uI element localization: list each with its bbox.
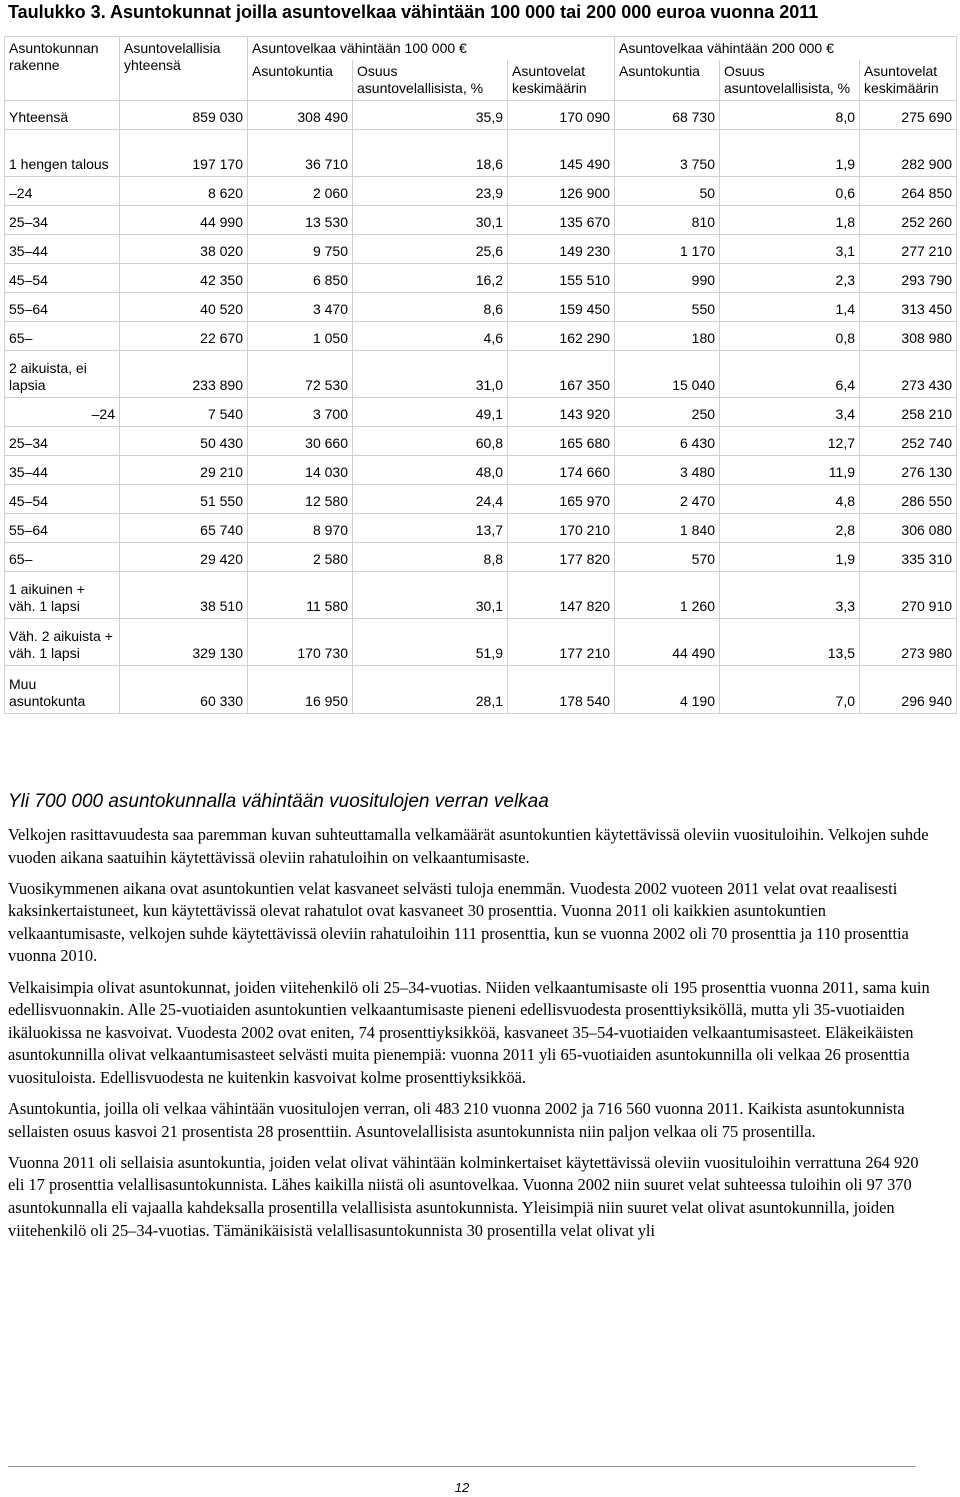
- share-100k-cell: 60,8: [353, 427, 508, 456]
- avg-debt-200k-cell: 296 940: [860, 666, 957, 714]
- share-100k-cell: 24,4: [353, 485, 508, 514]
- table-row: [5, 264, 957, 293]
- households-200k-cell: 2 470: [615, 485, 720, 514]
- avg-debt-200k-cell: 282 900: [860, 130, 957, 177]
- share-200k-cell: 1,9: [720, 543, 860, 572]
- households-200k-cell: 68 730: [615, 101, 720, 130]
- households-100k-cell: 2 060: [248, 177, 353, 206]
- households-100k-cell: 8 970: [248, 514, 353, 543]
- share-100k-cell: 23,9: [353, 177, 508, 206]
- households-100k-cell: 30 660: [248, 427, 353, 456]
- share-200k-cell: 3,1: [720, 235, 860, 264]
- row-label-cell: Muu asuntokunta: [5, 666, 120, 714]
- debtors-total-cell: 65 740: [120, 514, 248, 543]
- debtors-total-cell: 40 520: [120, 293, 248, 322]
- paragraph: Vuonna 2011 oli sellaisia asuntokuntia, joiden velat olivat vähintään kolminkertaiset käytettävissä oleviin vuosituloihin verrattuna 264 920 eli 17 prosenttia velallisasuntokunnista. Lähes kaikilla niistä oli asuntovelkaa. Vuonna 2002 niin suuret velat suhteessa tuloihin oli 97 370 asuntokunnalla eli vajaalla kahdeksalla prosentilla velallisista asuntokunnista. Yleisimpiä niin suuret velat olivat asuntokunnilla, joiden viitehenkilö oli 25–34-vuotias. Tämänikäisistä velallisasuntokunnista 30 prosentilla velat olivat yli: [8, 1152, 919, 1240]
- households-100k-cell: 170 730: [248, 619, 353, 666]
- households-200k-cell: 250: [615, 398, 720, 427]
- households-200k-cell: 990: [615, 264, 720, 293]
- debtors-total-cell: 51 550: [120, 485, 248, 514]
- row-label-cell: 2 aikuista, ei lapsia: [5, 351, 120, 398]
- row-label-cell: 35–44: [5, 456, 120, 485]
- share-100k-cell: 16,2: [353, 264, 508, 293]
- avg-debt-100k-cell: 143 920: [508, 398, 615, 427]
- row-label-cell: 1 aikuinen + väh. 1 lapsi: [5, 572, 120, 619]
- row-label-cell: Yhteensä: [5, 101, 120, 130]
- row-label-cell: –24: [5, 177, 120, 206]
- share-200k-cell: 1,8: [720, 206, 860, 235]
- debtors-total-cell: 38 020: [120, 235, 248, 264]
- paragraph: Velkaisimpia olivat asuntokunnat, joiden viitehenkilö oli 25–34-vuotias. Niiden velkaantumisaste oli 195 prosenttia vuonna 2011, sama kuin edellisvuonnakin. Alle 25-vuotiaiden asuntokuntien velkaantumisaste pieneni edellisvuodesta prosenttiyksiköllä, mutta yli 35-vuotiaiden ikäluokissa ne kasvoivat. Vuodesta 2002 ovat eniten, 74 prosenttiyksikköä, kasvaneet 35–54-vuotiaiden velkaantumisasteet. Eläkeikäisten asuntokunnilla olivat velkaantumisasteet selvästi muita pienempiä: vuonna 2011 yli 65-vuotiaiden asuntokunnilla oli velkaa 26 prosenttia vuosituloista. Edellisvuodesta ne kuitenkin kasvoivat kolme prosenttiyksikköä.: [8, 977, 930, 1087]
- header-share-100k: Osuus asuntovelallisista, %: [353, 60, 508, 101]
- share-200k-cell: 0,8: [720, 322, 860, 351]
- row-label-cell: –24: [5, 398, 120, 427]
- page-number: 12: [454, 1480, 470, 1495]
- table-row: [5, 293, 957, 322]
- header-row-groups: [5, 37, 957, 61]
- share-100k-cell: 18,6: [353, 130, 508, 177]
- section-heading: Yli 700 000 asuntokunnalla vähintään vuositulojen verran velkaa: [8, 791, 549, 812]
- avg-debt-100k-cell: 170 090: [508, 101, 615, 130]
- debtors-total-cell: 29 210: [120, 456, 248, 485]
- row-label-cell: 45–54: [5, 485, 120, 514]
- avg-debt-200k-cell: 275 690: [860, 101, 957, 130]
- households-200k-cell: 15 040: [615, 351, 720, 398]
- footer-divider: [8, 1466, 916, 1467]
- row-label-cell: 25–34: [5, 206, 120, 235]
- share-200k-cell: 11,9: [720, 456, 860, 485]
- header-debtors-total: Asuntovelallisia yhteensä: [120, 37, 248, 101]
- avg-debt-200k-cell: 308 980: [860, 322, 957, 351]
- share-200k-cell: 1,4: [720, 293, 860, 322]
- avg-debt-200k-cell: 313 450: [860, 293, 957, 322]
- table-row: [5, 398, 957, 427]
- households-200k-cell: 180: [615, 322, 720, 351]
- debtors-total-cell: 8 620: [120, 177, 248, 206]
- households-200k-cell: 1 170: [615, 235, 720, 264]
- avg-debt-100k-cell: 147 820: [508, 572, 615, 619]
- households-100k-cell: 3 470: [248, 293, 353, 322]
- paragraph: Velkojen rasittavuudesta saa paremman kuvan suhteuttamalla velkamäärät asuntokuntien käytettävissä oleviin vuosituloihin. Velkojen suhde vuoden aikana saatuihin käytettävissä oleviin rahatuloihin on velkaantumisaste.: [8, 825, 929, 867]
- header-structure: Asuntokunnan rakenne: [5, 37, 120, 101]
- households-100k-cell: 11 580: [248, 572, 353, 619]
- header-group-200k: Asuntovelkaa vähintään 200 000 €: [615, 37, 957, 61]
- share-100k-cell: 8,6: [353, 293, 508, 322]
- avg-debt-200k-cell: 293 790: [860, 264, 957, 293]
- table-row: [5, 427, 957, 456]
- header-group-100k: Asuntovelkaa vähintään 100 000 €: [248, 37, 615, 61]
- debtors-total-cell: 7 540: [120, 398, 248, 427]
- avg-debt-100k-cell: 155 510: [508, 264, 615, 293]
- share-100k-cell: 49,1: [353, 398, 508, 427]
- share-200k-cell: 7,0: [720, 666, 860, 714]
- table-row: [5, 572, 957, 619]
- share-200k-cell: 3,3: [720, 572, 860, 619]
- share-100k-cell: 30,1: [353, 206, 508, 235]
- table-row: [5, 485, 957, 514]
- table-row: [5, 235, 957, 264]
- households-100k-cell: 14 030: [248, 456, 353, 485]
- share-200k-cell: 2,8: [720, 514, 860, 543]
- share-100k-cell: 48,0: [353, 456, 508, 485]
- households-200k-cell: 3 480: [615, 456, 720, 485]
- share-200k-cell: 2,3: [720, 264, 860, 293]
- debtors-total-cell: 38 510: [120, 572, 248, 619]
- avg-debt-100k-cell: 167 350: [508, 351, 615, 398]
- avg-debt-200k-cell: 286 550: [860, 485, 957, 514]
- row-label-cell: Väh. 2 aikuista + väh. 1 lapsi: [5, 619, 120, 666]
- table-row: [5, 456, 957, 485]
- avg-debt-100k-cell: 159 450: [508, 293, 615, 322]
- row-label-cell: 55–64: [5, 514, 120, 543]
- avg-debt-100k-cell: 165 680: [508, 427, 615, 456]
- table-row: [5, 177, 957, 206]
- households-100k-cell: 3 700: [248, 398, 353, 427]
- households-100k-cell: 1 050: [248, 322, 353, 351]
- table-row: [5, 543, 957, 572]
- table-row: [5, 619, 957, 666]
- header-households-200k: Asuntokuntia: [615, 60, 720, 101]
- debtors-total-cell: 42 350: [120, 264, 248, 293]
- row-label-cell: 25–34: [5, 427, 120, 456]
- share-200k-cell: 3,4: [720, 398, 860, 427]
- avg-debt-100k-cell: 165 970: [508, 485, 615, 514]
- households-100k-cell: 36 710: [248, 130, 353, 177]
- table-row: [5, 351, 957, 398]
- households-100k-cell: 12 580: [248, 485, 353, 514]
- avg-debt-200k-cell: 276 130: [860, 456, 957, 485]
- share-100k-cell: 30,1: [353, 572, 508, 619]
- avg-debt-100k-cell: 135 670: [508, 206, 615, 235]
- avg-debt-100k-cell: 177 210: [508, 619, 615, 666]
- share-200k-cell: 1,9: [720, 130, 860, 177]
- header-share-200k: Osuus asuntovelallisista, %: [720, 60, 860, 101]
- debtors-total-cell: 859 030: [120, 101, 248, 130]
- row-label-cell: 35–44: [5, 235, 120, 264]
- paragraph: Vuosikymmenen aikana ovat asuntokuntien velat kasvaneet selvästi tuloja enemmän. Vuodesta 2002 vuoteen 2011 velat ovat reaalisesti kaksinkertaistuneet, kun käytettävissä olevat rahatulot ovat kasvaneet 30 prosenttia. Vuonna 2011 oli kaikkien asuntokuntien velkaantumisaste, velkojen suhde käytettävissä oleviin rahatuloihin 111 prosenttia, kun se vuonna 2002 oli 70 prosenttia ja 110 prosenttia vuonna 2010.: [8, 878, 909, 966]
- row-label-cell: 1 hengen talous: [5, 130, 120, 177]
- avg-debt-100k-cell: 178 540: [508, 666, 615, 714]
- share-200k-cell: 13,5: [720, 619, 860, 666]
- debtors-total-cell: 50 430: [120, 427, 248, 456]
- households-200k-cell: 6 430: [615, 427, 720, 456]
- share-100k-cell: 31,0: [353, 351, 508, 398]
- avg-debt-200k-cell: 252 740: [860, 427, 957, 456]
- header-avg-debt-200k: Asuntovelat keskimäärin: [860, 60, 957, 101]
- households-200k-cell: 3 750: [615, 130, 720, 177]
- debtors-total-cell: 29 420: [120, 543, 248, 572]
- avg-debt-100k-cell: 149 230: [508, 235, 615, 264]
- body-text: [8, 824, 938, 1251]
- share-100k-cell: 35,9: [353, 101, 508, 130]
- avg-debt-200k-cell: 258 210: [860, 398, 957, 427]
- share-200k-cell: 4,8: [720, 485, 860, 514]
- share-100k-cell: 28,1: [353, 666, 508, 714]
- debtors-total-cell: 22 670: [120, 322, 248, 351]
- avg-debt-100k-cell: 174 660: [508, 456, 615, 485]
- debtors-total-cell: 44 990: [120, 206, 248, 235]
- avg-debt-200k-cell: 252 260: [860, 206, 957, 235]
- avg-debt-100k-cell: 177 820: [508, 543, 615, 572]
- households-200k-cell: 4 190: [615, 666, 720, 714]
- table-body: [5, 101, 957, 714]
- households-200k-cell: 1 840: [615, 514, 720, 543]
- debtors-total-cell: 197 170: [120, 130, 248, 177]
- share-200k-cell: 12,7: [720, 427, 860, 456]
- table-row: [5, 101, 957, 130]
- avg-debt-100k-cell: 126 900: [508, 177, 615, 206]
- avg-debt-200k-cell: 264 850: [860, 177, 957, 206]
- share-200k-cell: 6,4: [720, 351, 860, 398]
- table-row: [5, 130, 957, 177]
- debtors-total-cell: 233 890: [120, 351, 248, 398]
- row-label-cell: 65–: [5, 543, 120, 572]
- table-row: [5, 206, 957, 235]
- households-100k-cell: 16 950: [248, 666, 353, 714]
- avg-debt-100k-cell: 170 210: [508, 514, 615, 543]
- table-row: [5, 666, 957, 714]
- debtors-total-cell: 329 130: [120, 619, 248, 666]
- avg-debt-200k-cell: 273 430: [860, 351, 957, 398]
- table-title: Taulukko 3. Asuntokunnat joilla asuntovelkaa vähintään 100 000 tai 200 000 euroa vuonna 2011: [8, 2, 819, 22]
- share-100k-cell: 25,6: [353, 235, 508, 264]
- row-label-cell: 65–: [5, 322, 120, 351]
- share-100k-cell: 4,6: [353, 322, 508, 351]
- paragraph: Asuntokuntia, joilla oli velkaa vähintään vuositulojen verran, oli 483 210 vuonna 2002 ja 716 560 vuonna 2011. Kaikista asuntokunnista sellaisten osuus kasvoi 21 prosentista 28 prosenttiin. Asuntovelallisista asuntokunnista niin paljon velkaa oli 75 prosentilla.: [8, 1099, 905, 1141]
- data-table: [4, 36, 957, 714]
- row-label-cell: 55–64: [5, 293, 120, 322]
- share-100k-cell: 51,9: [353, 619, 508, 666]
- share-200k-cell: 0,6: [720, 177, 860, 206]
- households-100k-cell: 2 580: [248, 543, 353, 572]
- header-households-100k: Asuntokuntia: [248, 60, 353, 101]
- households-100k-cell: 13 530: [248, 206, 353, 235]
- avg-debt-200k-cell: 277 210: [860, 235, 957, 264]
- households-200k-cell: 810: [615, 206, 720, 235]
- avg-debt-100k-cell: 145 490: [508, 130, 615, 177]
- households-100k-cell: 6 850: [248, 264, 353, 293]
- households-200k-cell: 1 260: [615, 572, 720, 619]
- households-200k-cell: 570: [615, 543, 720, 572]
- avg-debt-100k-cell: 162 290: [508, 322, 615, 351]
- table-row: [5, 514, 957, 543]
- households-100k-cell: 308 490: [248, 101, 353, 130]
- header-avg-debt-100k: Asuntovelat keskimäärin: [508, 60, 615, 101]
- share-100k-cell: 13,7: [353, 514, 508, 543]
- avg-debt-200k-cell: 270 910: [860, 572, 957, 619]
- table-row: [5, 322, 957, 351]
- avg-debt-200k-cell: 273 980: [860, 619, 957, 666]
- row-label-cell: 45–54: [5, 264, 120, 293]
- households-100k-cell: 72 530: [248, 351, 353, 398]
- debtors-total-cell: 60 330: [120, 666, 248, 714]
- share-200k-cell: 8,0: [720, 101, 860, 130]
- households-100k-cell: 9 750: [248, 235, 353, 264]
- households-200k-cell: 50: [615, 177, 720, 206]
- households-200k-cell: 550: [615, 293, 720, 322]
- avg-debt-200k-cell: 306 080: [860, 514, 957, 543]
- households-200k-cell: 44 490: [615, 619, 720, 666]
- avg-debt-200k-cell: 335 310: [860, 543, 957, 572]
- share-100k-cell: 8,8: [353, 543, 508, 572]
